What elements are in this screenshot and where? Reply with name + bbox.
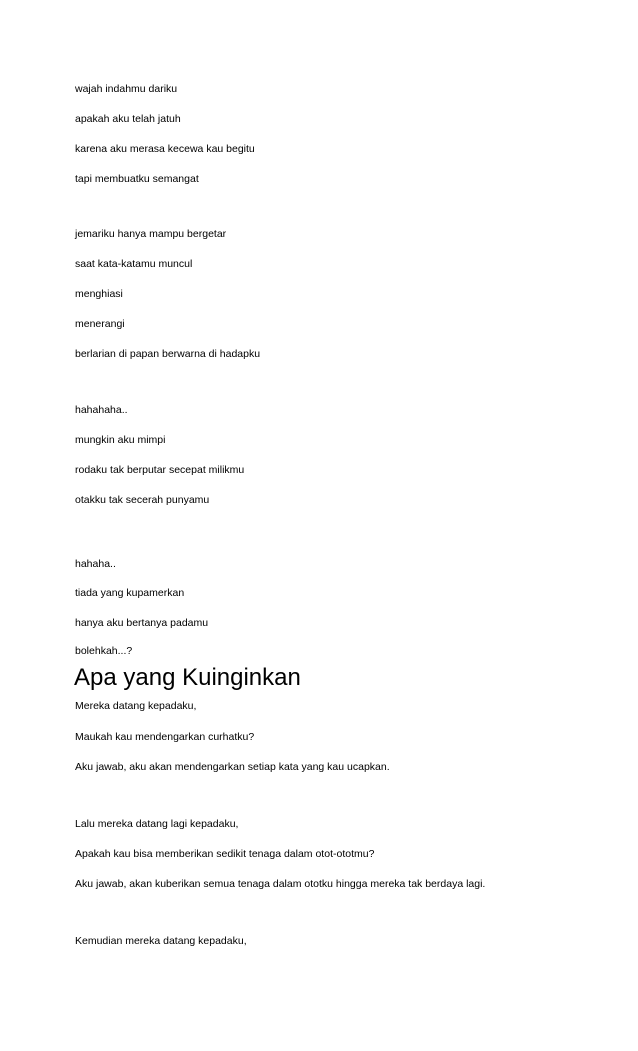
poem-line: tapi membuatku semangat (75, 173, 199, 185)
prose-line: Lalu mereka datang lagi kepadaku, (75, 818, 239, 830)
poem-line: hahaha.. (75, 558, 116, 570)
poem-line: menerangi (75, 318, 125, 330)
poem-line: karena aku merasa kecewa kau begitu (75, 143, 255, 155)
poem-line: jemariku hanya mampu bergetar (75, 228, 227, 240)
poem-line: tiada yang kupamerkan (75, 587, 185, 599)
section-title: Apa yang Kuinginkan (74, 664, 301, 691)
poem-line: menghiasi (75, 288, 123, 300)
poem-line: hahahaha.. (75, 404, 128, 416)
prose-line: Aku jawab, akan kuberikan semua tenaga dalam ototku hingga mereka tak berdaya lagi. (75, 878, 486, 890)
prose-line: Kemudian mereka datang kepadaku, (75, 935, 247, 947)
poem-line: wajah indahmu dariku (75, 83, 178, 95)
prose-line: Aku jawab, aku akan mendengarkan setiap kata yang kau ucapkan. (75, 761, 390, 773)
poem-line: bolehkah...? (75, 645, 133, 657)
prose-line: Mereka datang kepadaku, (75, 700, 197, 712)
poem-line: berlarian di papan berwarna di hadapku (75, 348, 261, 360)
poem-line: apakah aku telah jatuh (75, 113, 181, 125)
prose-line: Maukah kau mendengarkan curhatku? (75, 731, 255, 743)
poem-line: rodaku tak berputar secepat milikmu (75, 464, 245, 476)
poem-line: hanya aku bertanya padamu (75, 617, 209, 629)
poem-line: mungkin aku mimpi (75, 434, 166, 446)
poem-line: otakku tak secerah punyamu (75, 494, 210, 506)
prose-line: Apakah kau bisa memberikan sedikit tenaga dalam otot-ototmu? (75, 848, 375, 860)
poem-line: saat kata-katamu muncul (75, 258, 193, 270)
